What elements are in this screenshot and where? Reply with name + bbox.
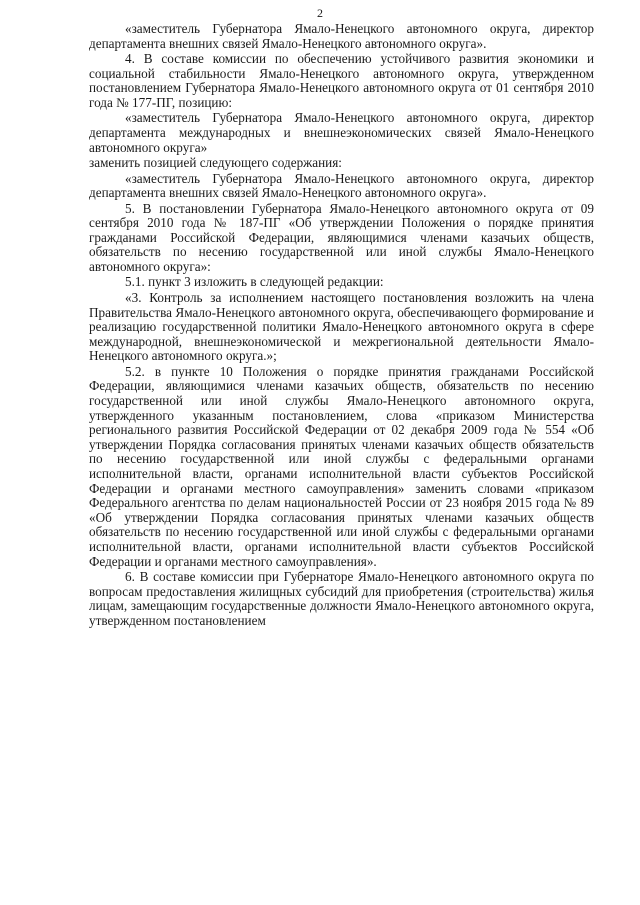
- paragraph: заменить позицией следующего содержания:: [89, 155, 342, 171]
- page-number: 2: [317, 6, 323, 20]
- paragraph: 6. В составе комиссии при Губернаторе Ямало-Ненецкого автономного округа по вопросам предоставления жилищных субсидий для приобретения (строительства) жилья лицам, замещающим государственные должности Ямало-Ненецкого автономного округа, утвержденном постановлением: [89, 568, 594, 628]
- paragraph: «заместитель Губернатора Ямало-Ненецкого автономного округа, директор департамента международных и внешнеэкономических связей Ямало-Ненецкого автономного округа»: [89, 110, 594, 155]
- document-body: [89, 22, 594, 629]
- paragraph: «заместитель Губернатора Ямало-Ненецкого автономного округа, директор департамента внешних связей Ямало-Ненецкого автономного округа».: [89, 21, 594, 51]
- paragraph: 5. В постановлении Губернатора Ямало-Ненецкого автономного округа от 09 сентября 2010 года № 187-ПГ «Об утверждении Положения о порядке принятия гражданами Российской Федерации, являющимися членами казачьих обществ, обязательств по несению государственной или иной службы Ямало-Ненецкого автономного округа»:: [89, 200, 594, 274]
- paragraph: «заместитель Губернатора Ямало-Ненецкого автономного округа, директор департамента внешних связей Ямало-Ненецкого автономного округа».: [89, 170, 594, 201]
- paragraph: 4. В составе комиссии по обеспечению устойчивого развития экономики и социальной стабильности Ямало-Ненецкого автономного округа, утвержденном постановлением Губернатора Ямало-Ненецкого автономного округа от 01 сентября 2010 года № 177-ПГ, позицию:: [89, 51, 594, 110]
- paragraph: 5.1. пункт 3 изложить в следующей редакции:: [125, 274, 384, 290]
- paragraph: 5.2. в пункте 10 Положения о порядке принятия гражданами Российской Федерации, являющимися членами казачьих обществ, обязательств по несению государственной или иной службы Ямало-Ненецкого автономного округа, утвержденного указанным постановлением, слова «приказом Министерства регионального развития Российской Федерации от 02 декабря 2009 года № 554 «Об утверждении Порядка согласования принятых членами казачьих обществ обязательств по несению государственной или иной службы с федеральными органами исполнительной власти, органами исполнительной власти субъектов Российской Федерации и органами местного самоуправления» заменить словами «приказом Федерального агентства по делам национальностей России от 23 ноября 2015 года № 89 «Об утверждении Порядка согласования принятых членами казачьих обществ обязательств по несению государственной или иной службы с федеральными органами исполнительной власти, органами исполнительной власти субъектов Российской Федерации и органами местного самоуправления».: [89, 363, 594, 569]
- paragraph: «3. Контроль за исполнением настоящего постановления возложить на члена Правительства Ямало-Ненецкого автономного округа, обеспечивающего формирование и реализацию государственной политики Ямало-Ненецкого автономного округа в сфере международной, внешнеэкономической и межрегиональной деятельности Ямало-Ненецкого автономного округа.»;: [89, 289, 594, 364]
